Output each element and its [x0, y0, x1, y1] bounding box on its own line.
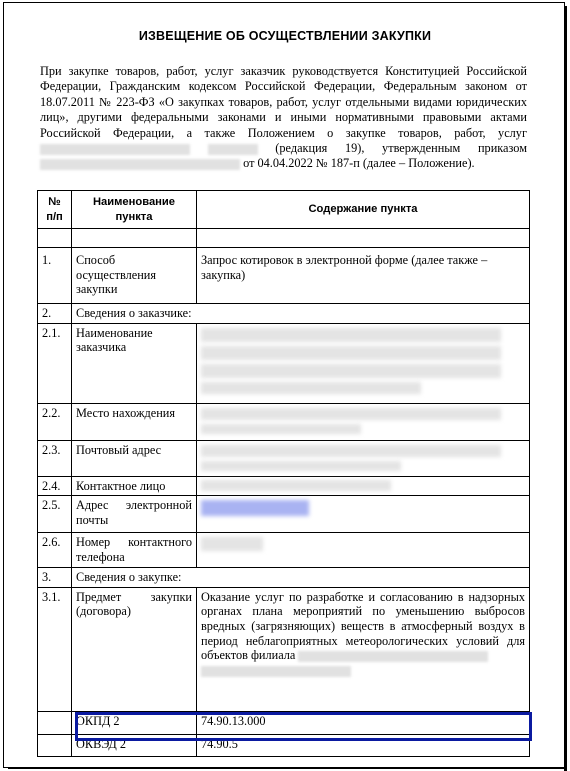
table-row [38, 323, 530, 403]
table-row [38, 476, 530, 496]
table-row [38, 533, 530, 568]
row-name: Место нахождения [72, 403, 197, 440]
row-content: 74.90.13.000 [197, 711, 530, 734]
header-num: № п/п [38, 191, 72, 229]
row-name: Адрес электронной почты [72, 496, 197, 533]
table-row [38, 496, 530, 533]
redacted-text [201, 666, 351, 677]
procurement-table [37, 190, 530, 757]
row-num: 2.4. [38, 476, 72, 496]
row-content: Запрос котировок в электронной форме (далее также – закупка) [197, 248, 530, 304]
redacted-text [40, 159, 240, 170]
intro-paragraph [40, 64, 527, 172]
row-num: 1. [38, 248, 72, 304]
intro-text-3: от 04.04.2022 № 187-п (далее – Положение). [243, 156, 475, 171]
row-num: 3.1. [38, 587, 72, 711]
redacted-text [208, 144, 258, 155]
table-row [38, 587, 530, 711]
row-name: Почтовый адрес [72, 440, 197, 476]
row-name: ОКВЭД 2 [72, 734, 197, 756]
row-num: 2. [38, 304, 72, 324]
row-content: Оказание услуг по разработке и согласованию в надзорных органах плана мероприятий по уменьшению выбросов вредных (загрязняющих) веществ в атмосферный воздух в период неблагоприятных метеорологических условий для объектов филиала [197, 587, 530, 711]
table-header-row [38, 191, 530, 229]
row-num: 2.3. [38, 440, 72, 476]
redacted-content [197, 323, 530, 403]
empty-row [38, 229, 530, 248]
row-num: 2.2. [38, 403, 72, 440]
intro-text-1: При закупке товаров, работ, услуг заказчик руководствуется Конституцией Российской Федерации, Гражданским кодексом Российской Федерации, Федеральным законом от 18.07.2011 № 223-ФЗ «О закупках товаров, работ, услуг отдельными видами юридических лиц», другими федеральными законами и иными нормативными правовыми актами Российской Федерации, а также Положением о закупке товаров, работ, услуг [40, 64, 527, 140]
section-row [38, 568, 530, 588]
email-cell [197, 496, 530, 533]
header-content: Содержание пункта [197, 191, 530, 229]
table-row [38, 248, 530, 304]
redacted-email [201, 500, 309, 516]
row-num [38, 711, 72, 734]
section-title: Сведения о закупке: [72, 568, 530, 588]
section-title: Сведения о заказчике: [72, 304, 530, 324]
document-title: ИЗВЕЩЕНИЕ ОБ ОСУЩЕСТВЛЕНИИ ЗАКУПКИ [138, 29, 432, 43]
row-num: 2.6. [38, 533, 72, 568]
table-row [38, 403, 530, 440]
row-content: 74.90.5 [197, 734, 530, 756]
redacted-content [197, 440, 530, 476]
header-name: Наименование пункта [72, 191, 197, 229]
row-num: 2.1. [38, 323, 72, 403]
redacted-content [197, 476, 530, 496]
row-name: Контактное лицо [72, 476, 197, 496]
row-name: Номер контактного телефона [72, 533, 197, 568]
redacted-text [298, 651, 488, 662]
row-num: 2.5. [38, 496, 72, 533]
intro-text-2: (редакция 19), утвержденным приказом [275, 141, 528, 156]
redacted-content [197, 403, 530, 440]
row-name: ОКПД 2 [72, 711, 197, 734]
row-name: Способ осуществления закупки [72, 248, 197, 304]
row-name: Предмет закупки (договора) [72, 587, 197, 711]
redacted-text [40, 144, 190, 155]
table-row [38, 440, 530, 476]
redacted-content [197, 533, 530, 568]
row-name: Наименование заказчика [72, 323, 197, 403]
row-num: 3. [38, 568, 72, 588]
row-num [38, 734, 72, 756]
highlight-box [75, 712, 532, 741]
section-row [38, 304, 530, 324]
